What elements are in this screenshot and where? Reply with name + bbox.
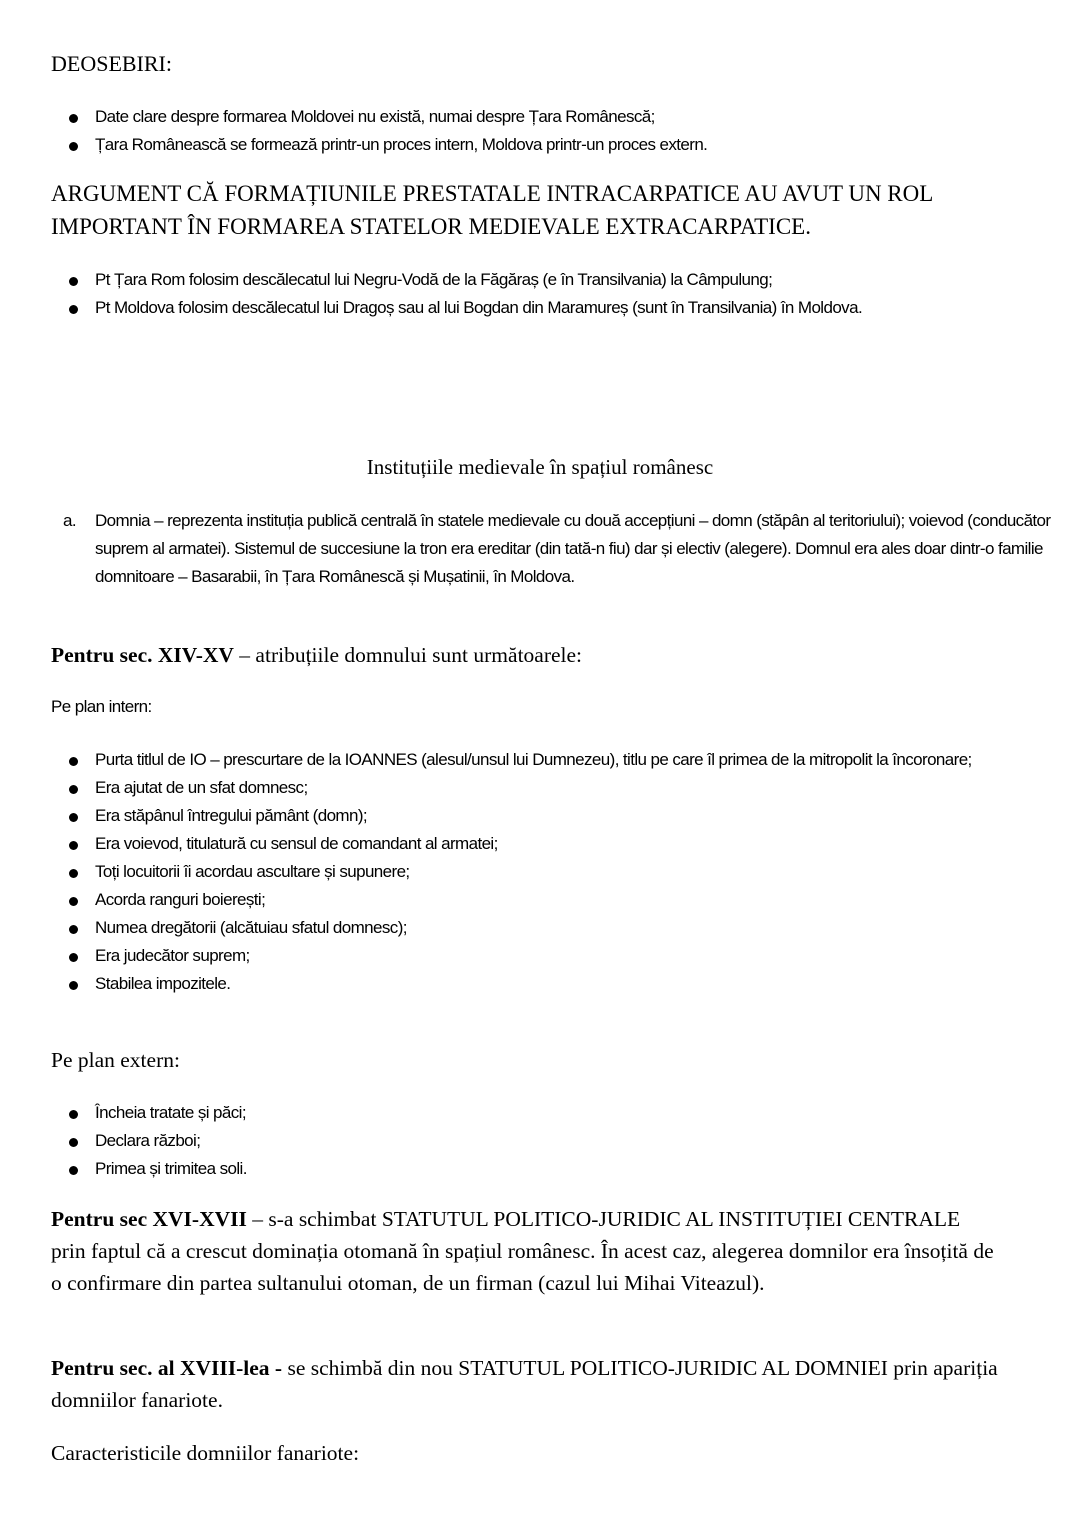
list-item: Primea și trimitea soli. [51, 1155, 1031, 1183]
list-item: Declara război; [51, 1127, 1031, 1155]
list-item: Purta titlul de IO – prescurtare de la IOANNES (alesul/unsul lui Dumnezeu), titlu pe care îl primea de la mitropolit la încoronare; [51, 746, 1031, 774]
domnia-item [51, 507, 1075, 591]
bullet-icon [69, 114, 78, 123]
bullet-icon [69, 925, 78, 934]
list-item: Țara Românească se formează printr-un proces intern, Moldova printr-un proces extern. [51, 131, 1051, 159]
bullet-icon [69, 1166, 78, 1175]
differences-heading: DEOSEBIRI: [51, 51, 172, 76]
sec-xiv-xv-paragraph: Pentru sec. XIV-XV – atribuțiile domnului sunt următoarele: [51, 643, 583, 667]
bullet-icon [69, 1110, 78, 1119]
list-marker: a. [63, 511, 76, 530]
bullet-icon [69, 305, 78, 314]
list-item: Încheia tratate și păci; [51, 1099, 1031, 1127]
argument-heading: ARGUMENT CĂ FORMAȚIUNILE PRESTATALE INTRACARPATICE AU AVUT UN ROL IMPORTANT ÎN FORMAREA STATELOR MEDIEVALE EXTRACARPATICE. [51, 181, 934, 239]
bullet-icon [69, 981, 78, 990]
bullet-icon [69, 841, 78, 850]
list-item: Numea dregătorii (alcătuiau sfatul domnesc); [51, 914, 1031, 942]
extern-list [51, 1099, 1031, 1183]
bullet-icon [69, 142, 78, 151]
list-item: Date clare despre formarea Moldovei nu există, numai despre Țara Românescă; [51, 103, 1051, 131]
bullet-icon [69, 785, 78, 794]
sec-xviii-paragraph: Pentru sec. al XVIII-lea - se schimbă din nou STATUTUL POLITICO-JURIDIC AL DOMNIEI prin apariția domniilor fanariote. [51, 1356, 998, 1412]
list-item: Pt Țara Rom folosim descălecatul lui Negru-Vodă de la Făgăraș (e în Transilvania) la Câmpulung; [51, 266, 1061, 294]
list-item: Stabilea impozitele. [51, 970, 1031, 998]
domnia-text: Domnia – reprezenta instituția publică centrală în statele medievale cu două accepțiuni – domn (stăpân al teritoriului); voievod (conducător suprem al armatei). Sistemul de succesiune la tron era ereditar (din tată-n fiu) dar și electiv (alegere). Domnul era ales doar dintr-o familie domnitoare – Basarabii, în Țara Românescă și Mușatinii, în Moldova. [95, 511, 1051, 586]
bullet-icon [69, 813, 78, 822]
bullet-icon [69, 1138, 78, 1147]
section-title: Instituțiile medievale în spațiul românesc [366, 455, 714, 479]
differences-list [51, 103, 1051, 159]
bullet-icon [69, 897, 78, 906]
intern-label: Pe plan intern: [51, 697, 152, 716]
list-item: Toți locuitorii îi acordau ascultare și supunere; [51, 858, 1031, 886]
intern-list [51, 746, 1031, 998]
list-item: Era stăpânul întregului pământ (domn); [51, 802, 1031, 830]
list-item: Era judecător suprem; [51, 942, 1031, 970]
list-item: Era voievod, titulatură cu sensul de comandant al armatei; [51, 830, 1031, 858]
list-item: Era ajutat de un sfat domnesc; [51, 774, 1031, 802]
bullet-icon [69, 869, 78, 878]
list-item: Pt Moldova folosim descălecatul lui Dragoș sau al lui Bogdan din Maramureș (sunt în Transilvania) în Moldova. [51, 294, 1061, 322]
bullet-icon [69, 953, 78, 962]
fanariote-label: Caracteristicile domniilor fanariote: [51, 1441, 360, 1465]
extern-label: Pe plan extern: [51, 1048, 180, 1072]
sec-xvi-xvii-paragraph: Pentru sec XVI-XVII – s-a schimbat STATUTUL POLITICO-JURIDIC AL INSTITUȚIEI CENTRALE prin faptul că a crescut dominația otomană în spațiul românesc. În acest caz, alegerea domnilor era însoțită de o confirmare din partea sultanului otoman, de un firman (cazul lui Mihai Viteazul). [51, 1207, 994, 1295]
bullet-icon [69, 757, 78, 766]
argument-list [51, 266, 1061, 322]
list-item: Acorda ranguri boierești; [51, 886, 1031, 914]
bullet-icon [69, 277, 78, 286]
